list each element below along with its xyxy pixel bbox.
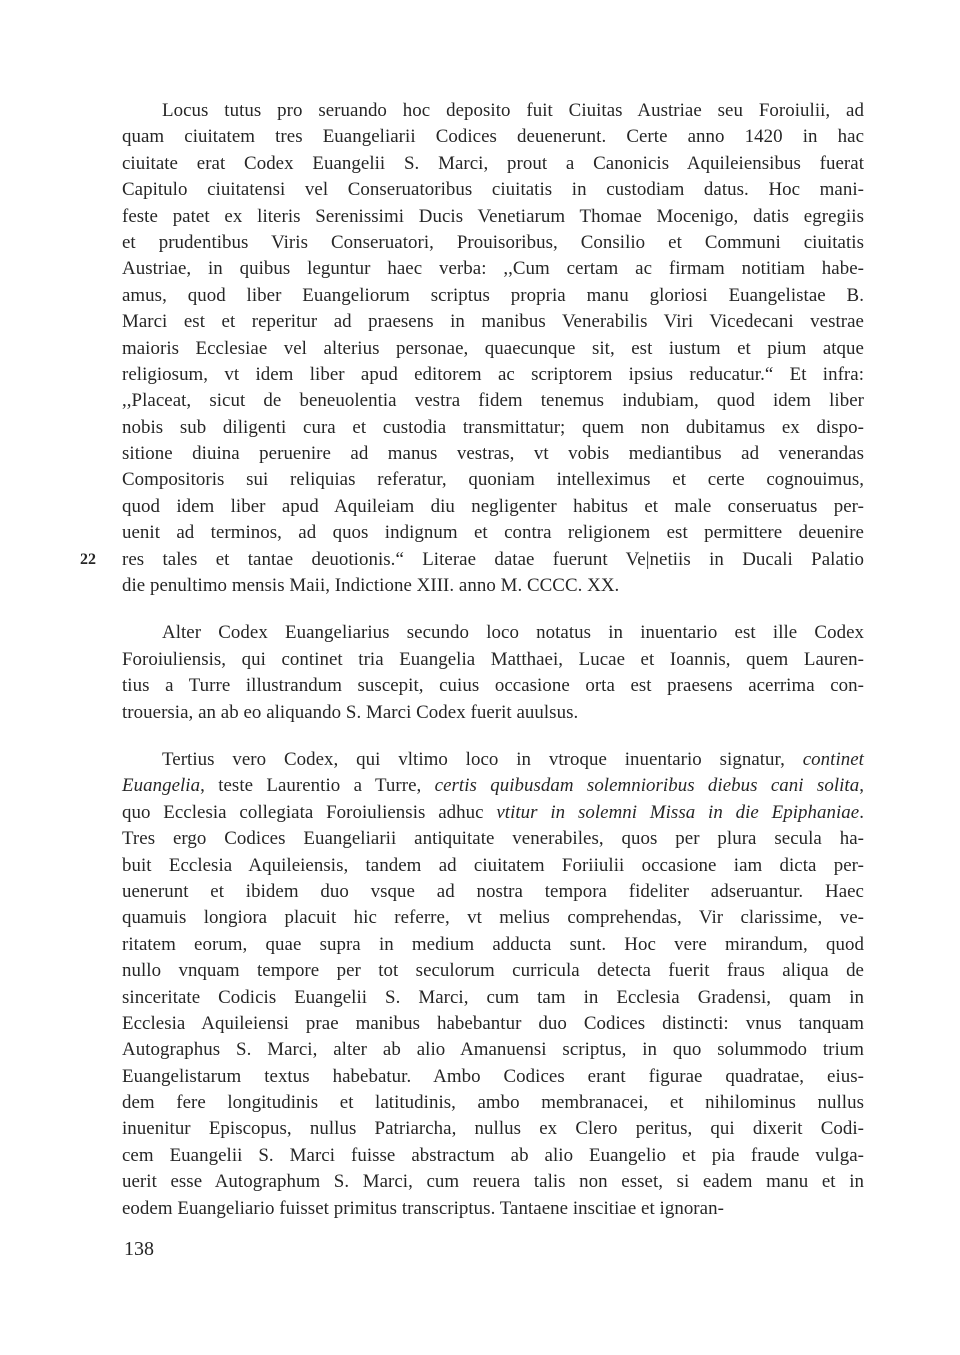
- text-line: et prudentibus Viris Conseruatori, Prouisoribus, Consilio et Communi ciuitatis: [122, 231, 864, 253]
- text-line: sinceritate Codicis Euangelii S. Marci, cum tam in Ecclesia Gradensi, quam in: [122, 986, 864, 1008]
- text-line: Tertius vero Codex, qui vltimo loco in vtroque inuentario signatur, continet: [162, 748, 864, 770]
- text-line: Euangelistarum textus habebatur. Ambo Codices erant figurae quadratae, eius-: [122, 1065, 864, 1087]
- text-line: Alter Codex Euangeliarius secundo loco notatus in inuentario est ille Codex: [162, 622, 864, 644]
- text-line: cem Euangelii S. Marci fuisse abstractum ab alio Euangelio et pia fraude vulga-: [122, 1144, 864, 1166]
- text-line: religiosum, vt idem liber apud editorem ac scriptorem ipsius reducatur.“ Et infra:: [122, 363, 864, 385]
- paragraph-gap: [122, 599, 864, 620]
- text-line: Locus tutus pro seruando hoc deposito fuit Ciuitas Austriae seu Foroiulii, ad: [162, 100, 864, 121]
- text-line: Marci est et reperitur ad praesens in manibus Venerabilis Viri Vicedecani vestrae: [122, 311, 864, 333]
- text-line: ciuitate erat Codex Euangelii S. Marci, prout a Canonicis Aquileiensibus fuerat: [122, 152, 864, 174]
- text-line: trouersia, an ab eo aliquando S. Marci Codex fuerit auulsus.: [122, 701, 579, 723]
- text-line: maioris Ecclesiae vel alterius personae, quaecunque sit, est iustum et pium atque: [122, 337, 864, 359]
- text-line: quamuis longiora placuit hic referre, vt melius comprehendas, Vir clarissime, ve-: [122, 907, 864, 929]
- body-text: [122, 98, 864, 1222]
- text-line: Compositoris sui reliquias referatur, quoniam intelleximus et certe cognouimus,: [122, 469, 864, 491]
- paragraph: [122, 620, 864, 726]
- text-line: Capitulo ciuitatensi vel Conseruatoribus ciuitatis in custodiam datus. Hoc mani-: [122, 179, 864, 201]
- paragraph: [122, 98, 864, 599]
- text-line: sitione diuina peruenire ad manus vestras, vt vobis mediantibus ad venerandas: [122, 443, 864, 465]
- text-line: uenerunt et ibidem duo vsque ad nostra tempora fideliter adseruantur. Haec: [122, 880, 864, 902]
- text-line: quod idem liber apud Aquileiam diu negligenter habitus et male conseruatus per-: [122, 495, 864, 517]
- margin-number: 22: [80, 551, 96, 568]
- text-line: quam ciuitatem tres Euangeliarii Codices deuenerunt. Certe anno 1420 in hac: [122, 126, 864, 148]
- text-line: tius a Turre illustrandum suscepit, cuius occasione orta est praesens acerrima con-: [122, 675, 864, 697]
- text-line: ,,Placeat, sicut de beneuolentia vestra fidem tenemus indubiam, quod idem liber: [122, 390, 864, 412]
- paragraph: [122, 747, 864, 1222]
- text-line: buit Ecclesia Aquileiensis, tandem ad ciuitatem Foriiulii occasione iam dicta per-: [122, 854, 864, 876]
- paragraph-gap: [122, 726, 864, 747]
- text-line: Austriae, in quibus leguntur haec verba: ,,Cum certam ac firmam notitiam habe-: [122, 258, 864, 280]
- text-line: Euangelia, teste Laurentio a Turre, certis quibusdam solemnioribus diebus cani solita,: [122, 775, 864, 797]
- text-line: nobis sub diligenti cura et custodia transmittatur; quem non dubitamus ex dispo-: [122, 416, 864, 438]
- text-line: inuenitur Episcopus, nullus Patriarcha, nullus ex Clero peritus, qui dixerit Codi-: [122, 1118, 864, 1140]
- text-line: ritatem eorum, quae supra in medium adducta sunt. Hoc vere mirandum, quod: [122, 933, 864, 955]
- text-line: uerit esse Autographum S. Marci, cum reuera talis non esset, si eadem manu et in: [122, 1171, 864, 1193]
- text-line: Autographus S. Marci, alter ab alio Amanuensi scriptus, in quo solummodo trium: [122, 1039, 864, 1061]
- text-line: res tales et tantae deuotionis.“ Literae datae fuerunt Ve|netiis in Ducali Palatio: [122, 548, 864, 570]
- text-line: dem fere longitudinis et latitudinis, ambo membranacei, et nihilominus nullus: [122, 1092, 864, 1114]
- text-line: eodem Euangeliario fuisset primitus transcriptus. Tantaene inscitiae et ignoran-: [122, 1197, 724, 1219]
- text-line: uenit ad terminos, ad quos indignum et contra religionem est permittere deuenire: [122, 522, 864, 544]
- text-line: die penultimo mensis Maii, Indictione XIII. anno M. CCCC. XX.: [122, 575, 620, 597]
- text-line: Foroiuliensis, qui continet tria Euangelia Matthaei, Lucae et Ioannis, quem Lauren-: [122, 648, 864, 670]
- text-line: amus, quod liber Euangeliorum scriptus propria manu gloriosi Euangelistae B.: [122, 284, 864, 306]
- page-number: 138: [124, 1238, 154, 1260]
- text-line: nullo vnquam tempore per tot seculorum curricula detecta fuerit fraus aliqua de: [122, 960, 864, 982]
- text-line: feste patet ex literis Serenissimi Ducis Venetiarum Thomae Mocenigo, datis egregiis: [122, 205, 864, 227]
- text-line: Ecclesia Aquileiensi prae manibus habebantur duo Codices distincti: vnus tanquam: [122, 1012, 864, 1034]
- text-line: quo Ecclesia collegiata Foroiuliensis adhuc vtitur in solemni Missa in die Epiphaniae.: [122, 801, 864, 823]
- text-line: Tres ergo Codices Euangeliarii antiquitate venerabiles, quos per plura secula ha-: [122, 828, 864, 850]
